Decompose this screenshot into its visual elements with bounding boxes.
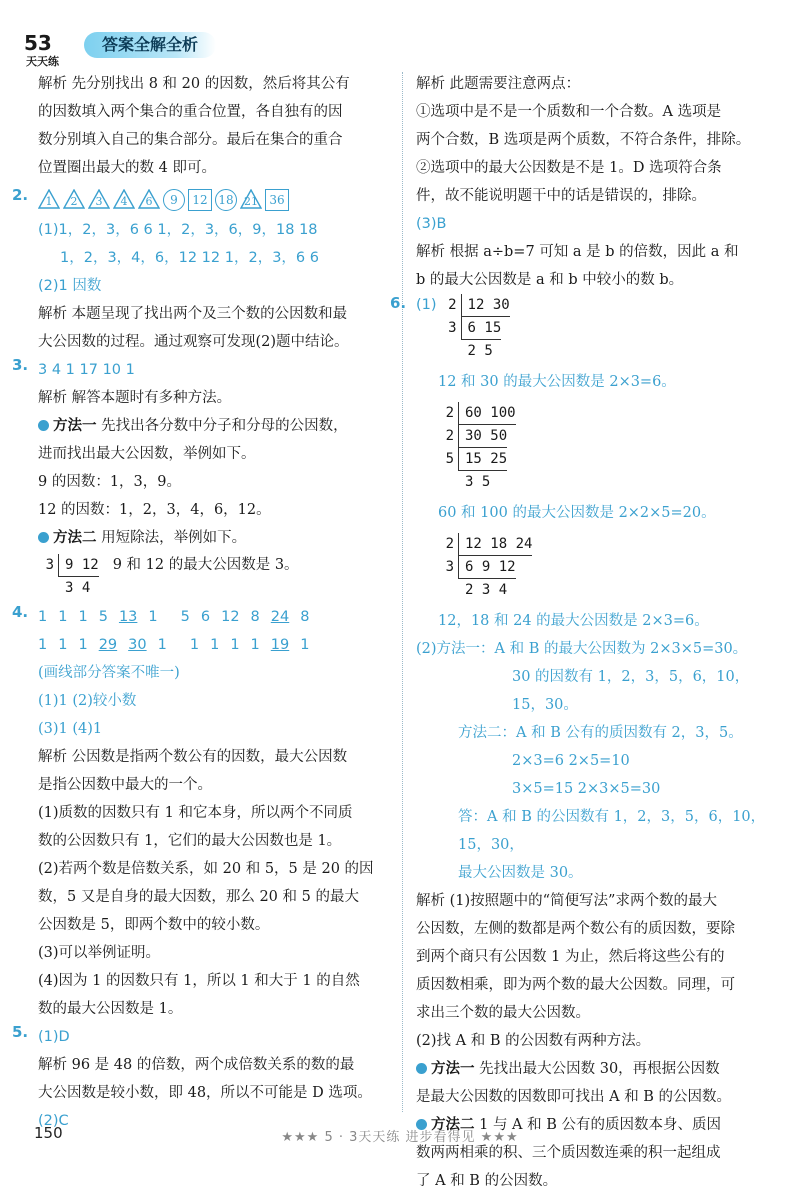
answer-cell: 1 xyxy=(58,637,68,653)
analysis-line: ①选项中是不是一个质数和一个合数。A 选项是 xyxy=(416,104,722,120)
part-label: (1) xyxy=(416,297,437,313)
answer-cell: 6 xyxy=(200,609,211,625)
analysis-line: 了 A 和 B 的公因数。 xyxy=(416,1173,558,1189)
answer-cell: 1 xyxy=(78,609,88,625)
divisor: 3 xyxy=(445,559,454,575)
analysis-line: 数分别填入自己的集合部分。最后在集合的重合 xyxy=(38,132,343,148)
answer-line: 答：A 和 B 的公因数有 1，2，3，5，6，10，15，30， xyxy=(458,809,766,853)
answer-row xyxy=(38,631,390,659)
division-values: 2 5 xyxy=(467,343,493,359)
factor-line: 12 的因数：1，2，3，4，6，12。 xyxy=(38,502,271,518)
division-result: 9 和 12 的最大公因数是 3。 xyxy=(112,557,299,573)
analysis-line: (2)若两个数是倍数关系，如 20 和 5，5 是 20 的因 xyxy=(38,861,374,877)
method-label: 方法一 xyxy=(431,1061,475,1077)
method-text: 1 与 A 和 B 公有的质因数本身、质因 xyxy=(474,1117,722,1133)
q4-answer xyxy=(12,603,390,659)
answer-line: 12，18 和 24 的最大公因数是 2×3=6。 xyxy=(438,613,709,629)
analysis-line: 解析 公因数是指两个数公有的因数，最大公因数 xyxy=(38,749,348,765)
answer-shape: 3 xyxy=(88,189,110,209)
answer-line: 60 和 100 的最大公因数是 2×2×5=20。 xyxy=(438,505,716,521)
analysis-line: 是最大公因数的因数即可找出 A 和 B 的公因数。 xyxy=(416,1089,732,1105)
answer-shape: 9 xyxy=(163,189,185,211)
method-label: 方法二 xyxy=(53,530,97,546)
answer-line: 12 和 30 的最大公因数是 2×3=6。 xyxy=(438,374,676,390)
short-division xyxy=(441,294,510,362)
answer-shapes xyxy=(38,189,289,211)
analysis-line: 大公因数的过程。通过观察可发现(2)题中结论。 xyxy=(38,334,349,350)
analysis-line: 解析 解答本题时有多种方法。 xyxy=(38,390,232,406)
division-values: 6 15 xyxy=(461,317,502,340)
svg-text:53: 53 xyxy=(24,31,52,55)
answer-cell: 29 xyxy=(98,637,118,653)
answer-cell: 1 xyxy=(210,637,220,653)
answer-shape: 21 xyxy=(240,189,262,209)
method-text: 用短除法，举例如下。 xyxy=(96,530,247,546)
analysis-line: 解析 此题需要注意两点： xyxy=(416,76,581,92)
answer-cell: 1 xyxy=(250,637,260,653)
answer-line: 2×3=6 2×5=10 xyxy=(512,753,630,769)
analysis-line: 件，故不能说明题干中的话是错误的，排除。 xyxy=(416,188,706,204)
answer-cell: 12 xyxy=(221,609,240,625)
divisor: 2 xyxy=(445,536,454,552)
division-values: 30 50 xyxy=(458,425,507,448)
answer-cell: 5 xyxy=(180,609,190,625)
answer-cell: 13 xyxy=(118,609,138,625)
division-values: 12 18 24 xyxy=(458,533,532,556)
answer-cell: 1 xyxy=(189,637,200,653)
analysis-line: 两个合数，B 选项是两个质数，不符合条件，排除。 xyxy=(416,132,751,148)
answer-line: (1)1 (2)较小数 xyxy=(38,693,137,709)
answer-line: 方法二：A 和 B 公有的质因数有 2，3，5。 xyxy=(458,725,743,741)
q2-shapes-row xyxy=(12,186,390,216)
answer-line: (3)B xyxy=(416,216,447,232)
analysis-line: 是指公因数中最大的一个。 xyxy=(38,777,212,793)
analysis-line: (3)可以举例证明。 xyxy=(38,945,161,961)
question-number: 5. xyxy=(12,1023,29,1041)
bulb-icon xyxy=(38,532,49,543)
answer-cell: 8 xyxy=(250,609,260,625)
answer-shape: 18 xyxy=(215,189,237,211)
divisor xyxy=(438,471,458,493)
question-number: 3. xyxy=(12,356,29,374)
divisor: 3 xyxy=(448,320,457,336)
answer-cell: 1 xyxy=(78,637,88,653)
answer-line: (1)1，2，3，6 6 1，2，3，6，9，18 18 xyxy=(38,222,318,238)
method-label: 方法二 xyxy=(431,1117,475,1133)
page-number: 150 xyxy=(34,1124,63,1142)
answer-cell: 8 xyxy=(300,609,310,625)
question-number: 6. xyxy=(390,294,407,312)
analysis-line: 数的公因数只有 1，它们的最大公因数也是 1。 xyxy=(38,833,342,849)
analysis-line: 质因数相乘，即为两个数的最大公因数。同理，可 xyxy=(416,977,735,993)
answer-cell: 1 xyxy=(157,637,167,653)
answer-shape: 12 xyxy=(188,189,212,211)
answer-line: (1)D xyxy=(38,1029,70,1045)
left-column xyxy=(12,70,390,1135)
brand-logo-icon xyxy=(22,28,74,68)
answer-shape: 4 xyxy=(113,189,135,209)
analysis-line: (2)找 A 和 B 的公因数有两种方法。 xyxy=(416,1033,651,1049)
answer-note: (画线部分答案不唯一) xyxy=(38,665,180,681)
column-divider xyxy=(402,72,403,1112)
analysis-line: 数，5 又是自身的最大因数，那么 20 和 5 的最大 xyxy=(38,889,359,905)
division-values: 12 30 xyxy=(461,294,510,317)
q3-answer xyxy=(12,356,390,384)
question-number: 4. xyxy=(12,603,29,621)
answer-shape: 2 xyxy=(63,189,85,209)
analysis-line: 公因数，左侧的数都是两个数公有的质因数，要除 xyxy=(416,921,735,937)
analysis-line: 位置圈出最大的数 4 即可。 xyxy=(38,160,216,176)
answer-line: (2)方法一：A 和 B 的最大公因数为 2×3×5=30。 xyxy=(416,641,748,657)
analysis-line: 解析 先分别找出 8 和 20 的因数，然后将其公有 xyxy=(38,76,350,92)
page-header xyxy=(22,28,322,68)
answer-cell: 24 xyxy=(270,609,290,625)
method-text: 先找出最大公因数 30，再根据公因数 xyxy=(474,1061,720,1077)
answer-row xyxy=(38,603,390,631)
analysis-line: 的因数填入两个集合的重合位置，各自独有的因 xyxy=(38,104,343,120)
quotients: 3 4 xyxy=(65,580,91,596)
division-values: 6 9 12 xyxy=(458,556,516,579)
divisor: 2 xyxy=(445,405,454,421)
answer-cell: 1 xyxy=(148,609,158,625)
division-values: 3 5 xyxy=(465,474,491,490)
analysis-line: 进而找出最大公因数，举例如下。 xyxy=(38,446,256,462)
bulb-icon xyxy=(416,1063,427,1074)
analysis-line: 求出三个数的最大公因数。 xyxy=(416,1005,590,1021)
analysis-line: (4)因为 1 的因数只有 1，所以 1 和大于 1 的自然 xyxy=(38,973,360,989)
answer-cell: 30 xyxy=(128,637,147,653)
analysis-line: 解析 根据 a÷b=7 可知 a 是 b 的倍数，因此 a 和 xyxy=(416,244,739,260)
question-number: 2. xyxy=(12,186,29,204)
footer-slogan: ★★★ 5 · 3天天练 进步看得见 ★★★ xyxy=(281,1130,519,1145)
answer-line: (2)1 因数 xyxy=(38,278,102,294)
analysis-line: ②选项中的最大公因数是不是 1。D 选项符合条 xyxy=(416,160,722,176)
answer-cell: 1 xyxy=(230,637,240,653)
dividends: 9 12 xyxy=(58,554,99,577)
answer-line: 30 的因数有 1，2，3，5，6，10，15，30。 xyxy=(512,669,750,713)
divisor: 2 xyxy=(448,297,457,313)
analysis-line: 大公因数是较小数，即 48，所以不可能是 D 选项。 xyxy=(38,1085,372,1101)
answer-line: 3×5=15 2×3×5=30 xyxy=(512,781,661,797)
answer-line: 最大公因数是 30。 xyxy=(458,865,583,881)
answer-cell: 1 xyxy=(38,637,48,653)
division-values: 60 100 xyxy=(458,402,516,425)
bulb-icon xyxy=(38,420,49,431)
method-text: 先找出各分数中分子和分母的公因数， xyxy=(96,418,348,434)
divisor: 2 xyxy=(445,428,454,444)
division-values: 2 3 4 xyxy=(465,582,508,598)
answer-line: 3 4 1 17 10 1 xyxy=(38,362,135,378)
method-label: 方法一 xyxy=(53,418,97,434)
divisor xyxy=(438,579,458,601)
answer-line: (2)C xyxy=(38,1113,69,1129)
answer-shape: 36 xyxy=(265,189,289,211)
divisor: 3 xyxy=(45,557,54,573)
analysis-line: 解析 (1)按照题中的“简便写法”求两个数的最大 xyxy=(416,893,717,909)
analysis-line: 数的最大公因数是 1。 xyxy=(38,1001,183,1017)
answer-shape: 6 xyxy=(138,189,160,209)
short-division xyxy=(38,554,390,599)
divisor xyxy=(441,340,461,362)
analysis-line: 解析 本题呈现了找出两个及三个数的公因数和最 xyxy=(38,306,348,322)
divisor: 5 xyxy=(445,451,454,467)
short-division xyxy=(416,533,766,601)
analysis-line: 到两个商只有公因数 1 为止，然后将这些公有的 xyxy=(416,949,725,965)
factor-line: 9 的因数：1，3，9。 xyxy=(38,474,182,490)
answer-line: 1，2，3，4，6，12 12 1，2，3，6 6 xyxy=(60,250,319,266)
answer-cell: 19 xyxy=(270,637,290,653)
answer-line: (3)1 (4)1 xyxy=(38,721,103,737)
analysis-line: b 的最大公因数是 a 和 b 中较小的数 b。 xyxy=(416,272,684,288)
analysis-line: 公因数是 5，即两个数中的较小数。 xyxy=(38,917,270,933)
section-title: 答案全解全析 xyxy=(84,32,216,58)
analysis-line: 数两两相乘的积、三个质因数连乘的积一起组成 xyxy=(416,1145,721,1161)
q5-answer xyxy=(12,1023,390,1051)
answer-cell: 1 xyxy=(300,637,310,653)
division-values: 15 25 xyxy=(458,448,507,471)
answer-cell: 1 xyxy=(38,609,48,625)
short-division xyxy=(416,402,766,493)
answer-cell: 5 xyxy=(98,609,108,625)
analysis-line: 解析 96 是 48 的倍数，两个成倍数关系的数的最 xyxy=(38,1057,355,1073)
answer-cell: 1 xyxy=(58,609,68,625)
analysis-line: (1)质数的因数只有 1 和它本身，所以两个不同质 xyxy=(38,805,353,821)
svg-text:天天练: 天天练 xyxy=(26,55,59,68)
answer-shape: 1 xyxy=(38,189,60,209)
q6-part1 xyxy=(390,294,766,362)
